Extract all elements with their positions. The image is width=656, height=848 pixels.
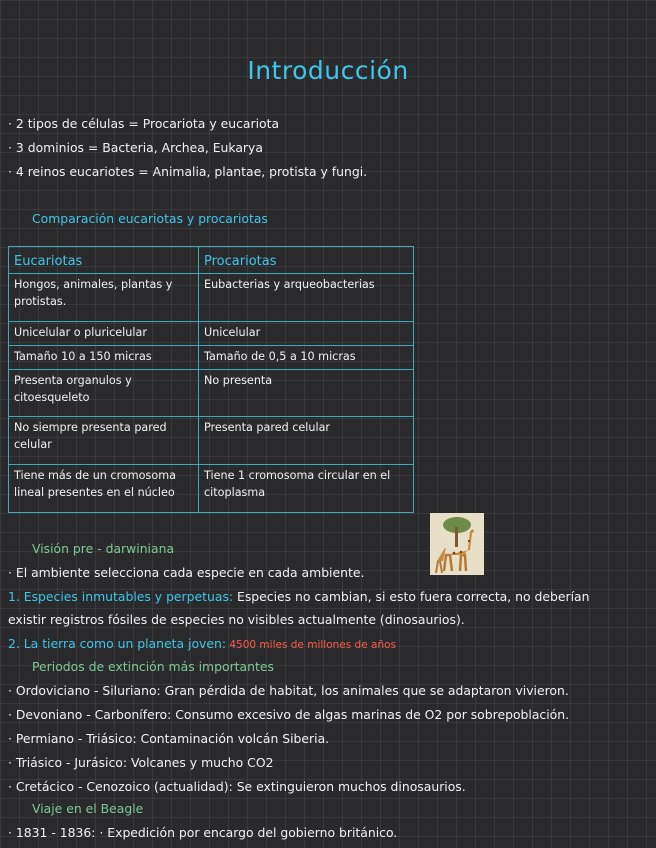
item-1-prefix: 1. Especies inmutables y perpetuas: xyxy=(8,589,234,604)
table-row xyxy=(9,465,414,513)
cell-procariota: Tiene 1 cromosoma circular en el citoplasma xyxy=(199,465,414,513)
cell-eucariota: No siempre presenta pared celular xyxy=(9,417,199,465)
cell-eucariota: Unicelular o pluricelular xyxy=(9,322,199,346)
beagle-heading: Viaje en el Beagle xyxy=(32,801,144,816)
item-2-prefix: 2. La tierra como un planeta joven: xyxy=(8,636,227,651)
predarwin-item-1 xyxy=(8,589,589,604)
cell-eucariota: Presenta organulos y citoesqueleto xyxy=(9,370,199,417)
giraffe-illustration xyxy=(430,513,484,575)
beagle-line: · 1831 - 1836: · Expedición por encargo del gobierno británico. xyxy=(8,825,398,840)
cell-eucariota: Hongos, animales, plantas y protistas. xyxy=(9,274,199,322)
predarwin-heading: Visión pre - darwiniana xyxy=(32,541,175,556)
cell-procariota: Tamaño de 0,5 a 10 micras xyxy=(199,346,414,370)
cell-procariota: Eubacterias y arqueobacterias xyxy=(199,274,414,322)
header-eucariotas: Eucariotas xyxy=(9,247,199,274)
cell-eucariota: Tamaño 10 a 150 micras xyxy=(9,346,199,370)
bullet-cell-types: · 2 tipos de células = Procariota y eucariota xyxy=(8,116,280,131)
predarwin-line: · El ambiente selecciona cada especie en cada ambiente. xyxy=(8,565,365,580)
extinction-item: · Permiano - Triásico: Contaminación volcán Siberia. xyxy=(8,731,330,746)
cell-procariota: Presenta pared celular xyxy=(199,417,414,465)
extinction-item: · Devoniano - Carbonífero: Consumo excesivo de algas marinas de O2 por sobrepoblación. xyxy=(8,707,570,722)
table-row xyxy=(9,322,414,346)
header-procariotas: Procariotas xyxy=(199,247,414,274)
item-2-note: 4500 miles de millones de años xyxy=(226,639,396,651)
giraffe-icon xyxy=(430,513,484,575)
comparison-heading: Comparación eucariotas y procariotas xyxy=(32,211,268,226)
bullet-kingdoms: · 4 reinos eucariotes = Animalia, plantae, protista y fungi. xyxy=(8,164,368,179)
table-row xyxy=(9,370,414,417)
predarwin-item-1-cont: existir registros fósiles de especies no visibles actualmente (dinosaurios). xyxy=(8,612,465,627)
extinction-item: · Triásico - Jurásico: Volcanes y mucho CO2 xyxy=(8,755,274,770)
table-row xyxy=(9,274,414,322)
extinction-item: · Cretácico - Cenozoico (actualidad): Se extinguieron muchos dinosaurios. xyxy=(8,779,466,794)
table-row xyxy=(9,346,414,370)
bullet-domains: · 3 dominios = Bacteria, Archea, Eukarya xyxy=(8,140,263,155)
extinction-heading: Periodos de extinción más importantes xyxy=(32,659,274,674)
cell-procariota: Unicelular xyxy=(199,322,414,346)
table-row xyxy=(9,417,414,465)
item-1-text: Especies no cambian, si esto fuera correcta, no deberían xyxy=(233,589,590,604)
page-title: Introducción xyxy=(247,56,409,85)
extinction-item: · Ordoviciano - Siluriano: Gran pérdida de habitat, los animales que se adaptaron vivieron. xyxy=(8,683,569,698)
cell-eucariota: Tiene más de un cromosoma lineal presentes en el núcleo xyxy=(9,465,199,513)
comparison-table xyxy=(8,246,414,513)
cell-procariota: No presenta xyxy=(199,370,414,417)
predarwin-item-2 xyxy=(8,636,396,651)
table-header-row xyxy=(9,247,414,274)
